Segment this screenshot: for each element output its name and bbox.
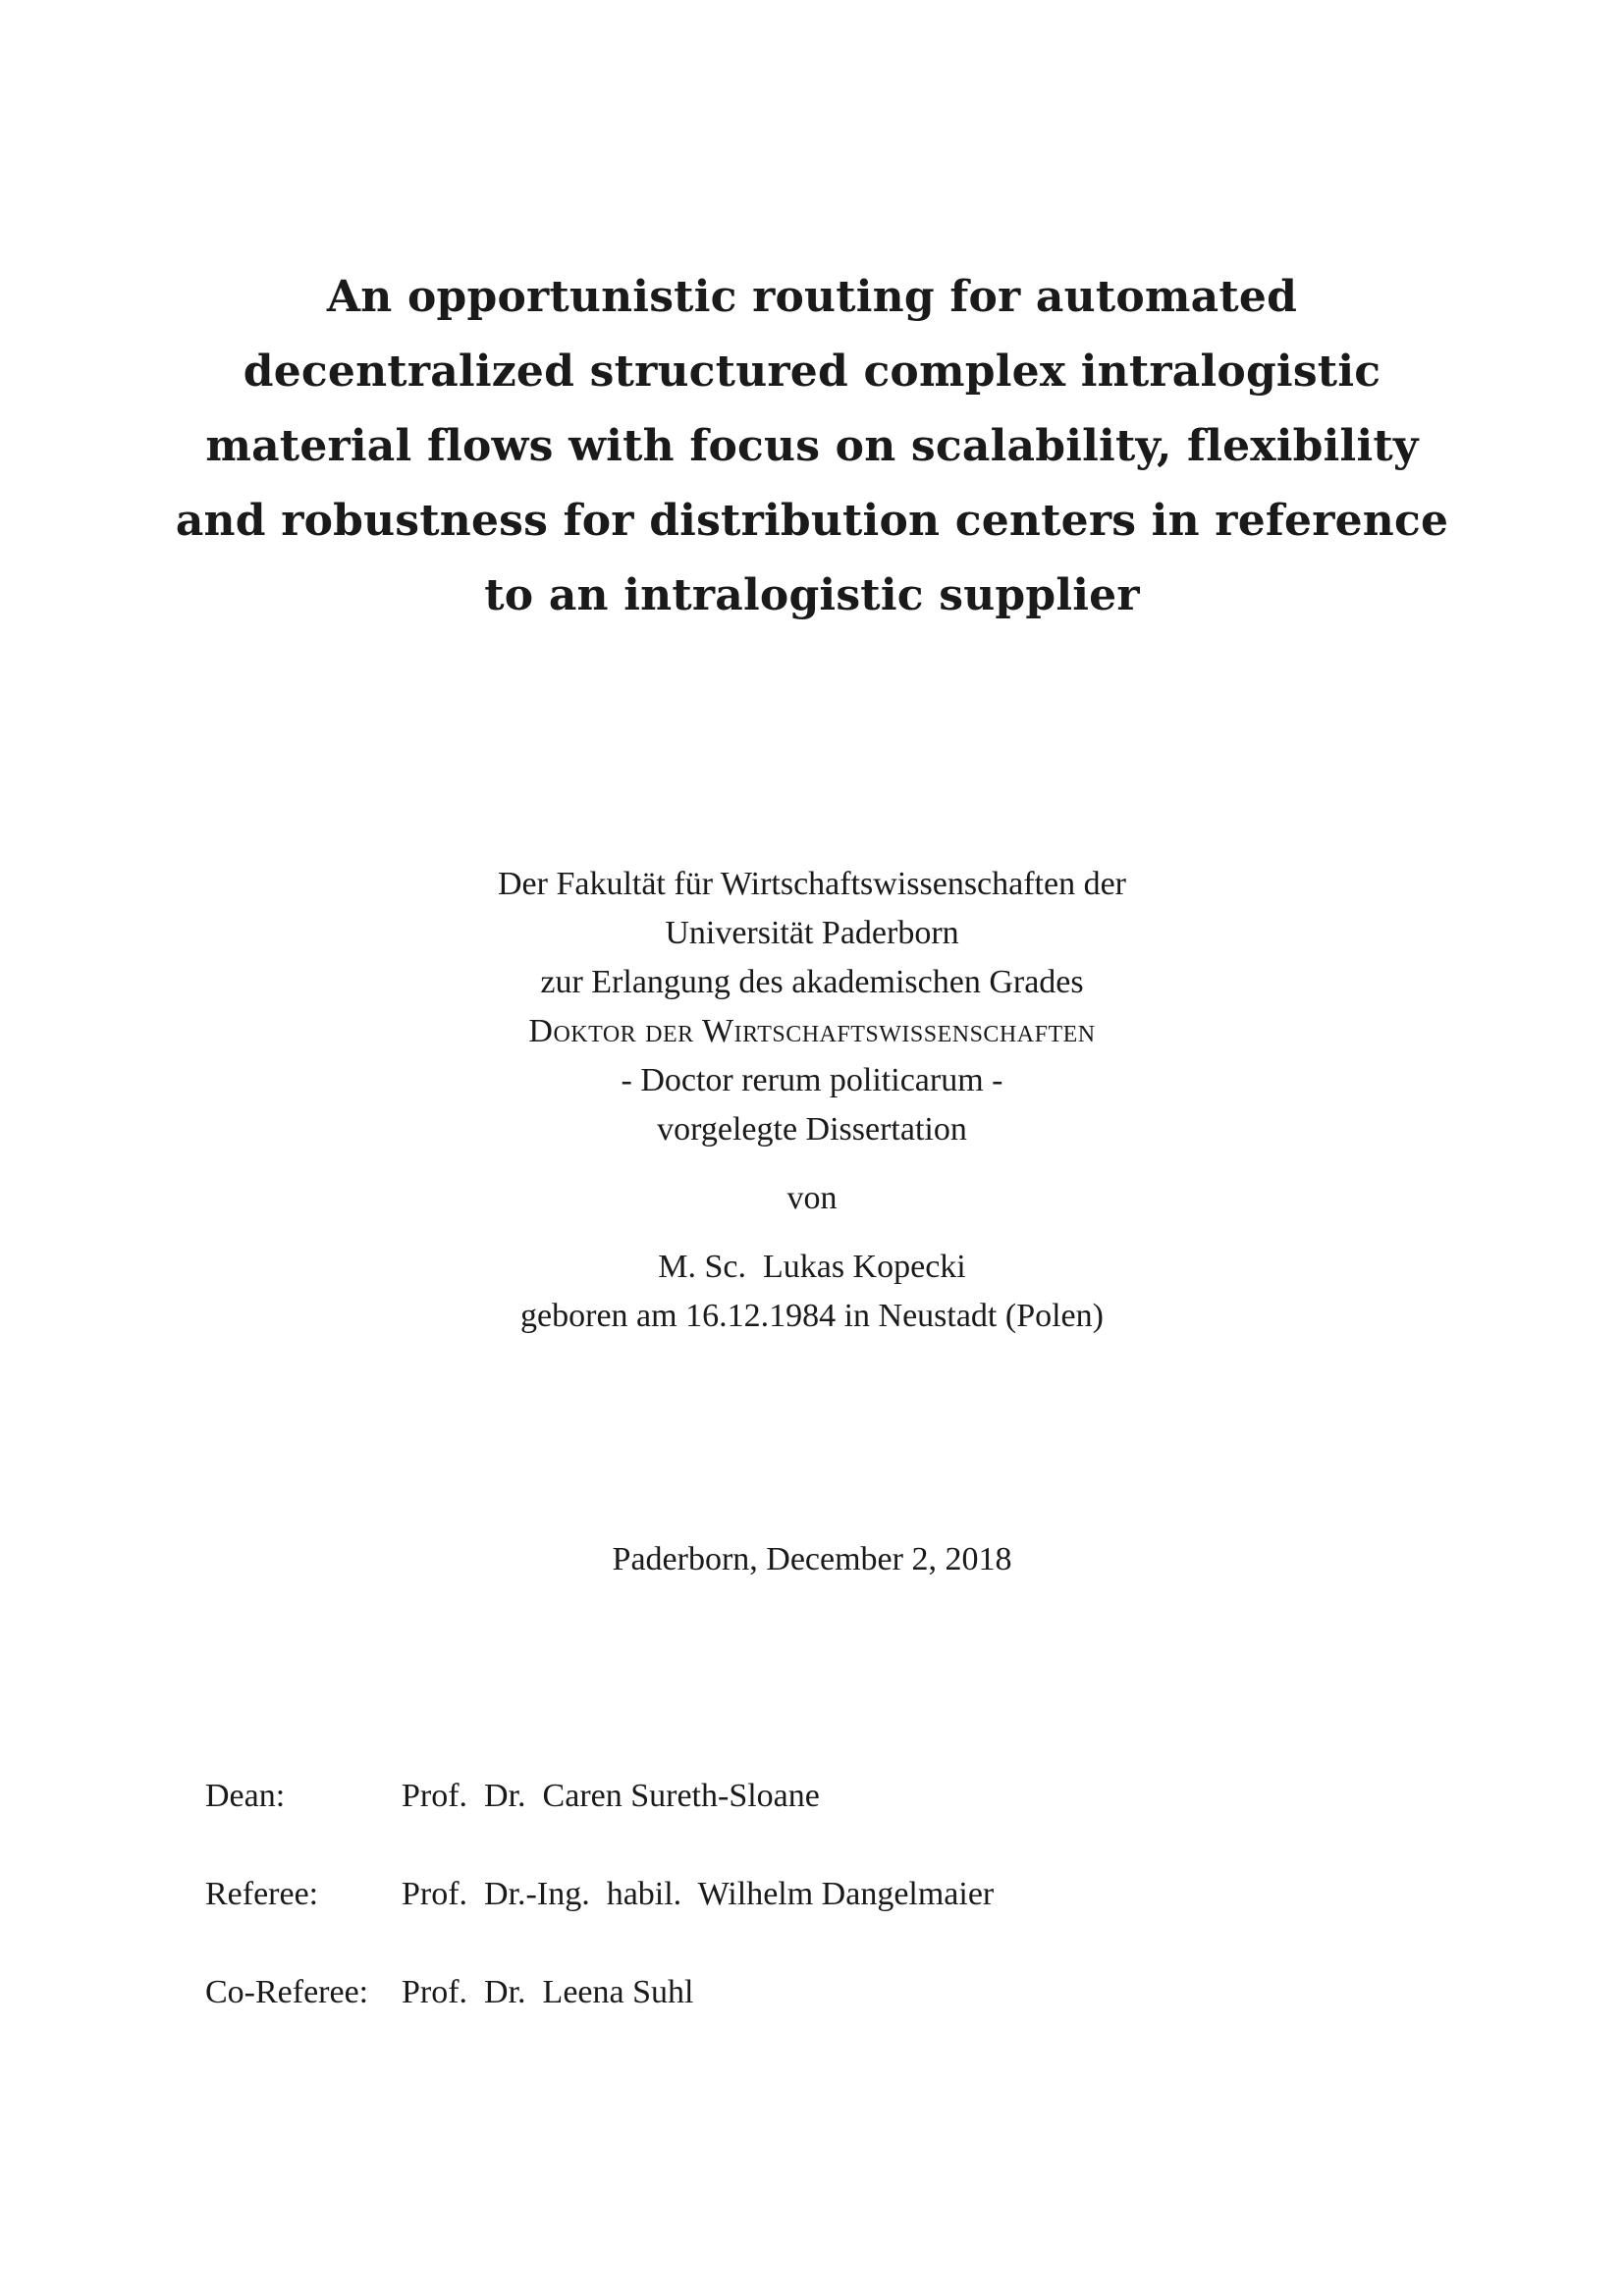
thesis-title [167,260,1457,633]
author-line: M. Sc. Lukas Kopecki [658,1249,966,1285]
title-line: material flows with focus on scalability, flexibility [205,421,1419,471]
committee-role: Co-Referee: [205,1974,369,2010]
committee-name: Prof. Dr. Caren Sureth-Sloane [402,1778,820,1814]
committee-row-referee [205,1870,994,1919]
committee-list [205,1772,994,2066]
dissertation-type-line: vorgelegte Dissertation [657,1111,967,1148]
place-date: Paderborn, December 2, 2018 [612,1541,1012,1577]
title-line: to an intralogistic supplier [484,570,1140,620]
committee-row-dean [205,1772,994,1821]
von-line: von [786,1180,838,1216]
faculty-line: Der Fakultät für Wirtschaftswissenschaften der [497,866,1127,902]
latin-degree-line: - Doctor rerum politicarum - [621,1062,1003,1098]
title-line: decentralized structured complex intralogistic [243,347,1381,397]
university-line: Universität Paderborn [665,915,959,951]
committee-role: Referee: [205,1876,319,1912]
committee-name: Prof. Dr. Leena Suhl [402,1974,694,2010]
committee-role: Dean: [205,1778,286,1814]
purpose-line: zur Erlangung des akademischen Grades [540,964,1084,1000]
submission-statement [265,860,1359,1341]
degree-line: Doktor der Wirtschaftswissenschaften [528,1013,1096,1049]
birth-line: geboren am 16.12.1984 in Neustadt (Polen) [520,1298,1104,1334]
title-line: An opportunistic routing for automated [326,272,1298,322]
title-line: and robustness for distribution centers in reference [175,496,1449,546]
committee-row-co-referee [205,1968,994,2017]
committee-name: Prof. Dr.-Ing. habil. Wilhelm Dangelmaier [402,1876,995,1912]
